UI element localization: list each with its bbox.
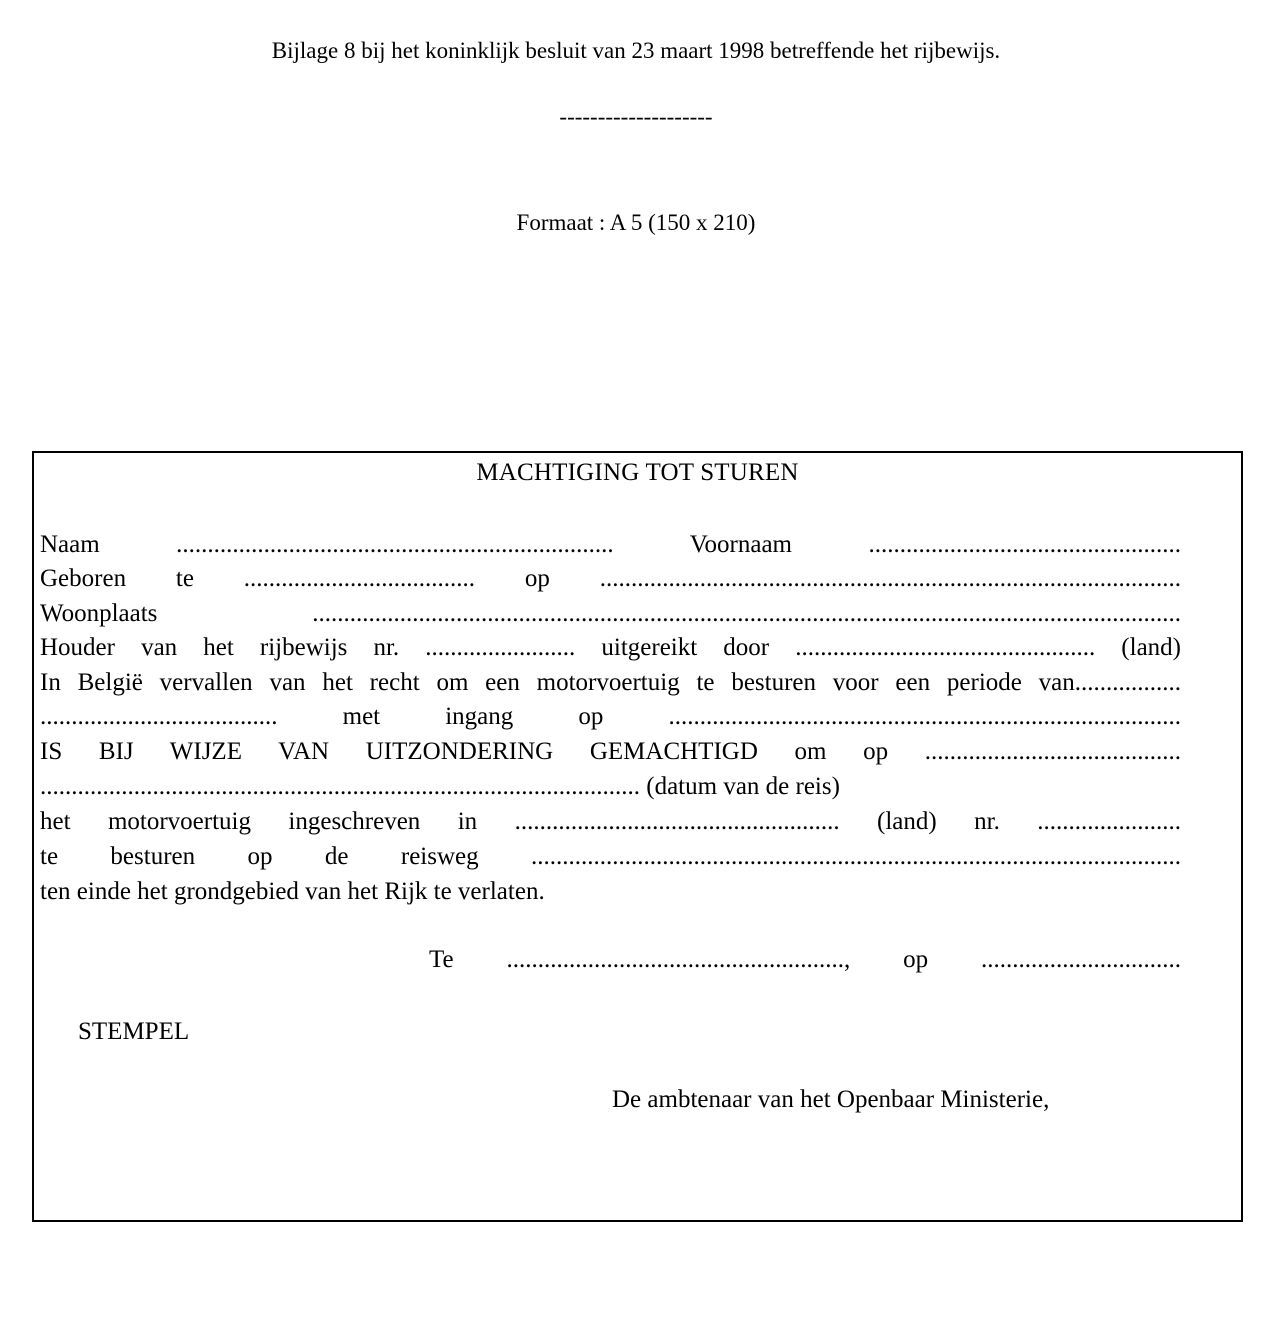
annex-heading: Bijlage 8 bij het koninklijk besluit van 23 maart 1998 betreffende het rijbewijs. xyxy=(271,38,1001,63)
form-line-authorization: IS BIJ WIJZE VAN UITZONDERING GEMACHTIGD om op ......................................... xyxy=(40,738,1181,765)
form-line-purpose: ten einde het grondgebied van het Rijk te verlaten. xyxy=(40,878,545,905)
place-date-line: Te ......................................................, op ................................ xyxy=(429,946,1181,973)
form-line-license: Houder van het rijbewijs nr. ........................ uitgereikt door ................................................ (land) xyxy=(40,634,1181,661)
format-line: Formaat : A 5 (150 x 210) xyxy=(516,210,756,235)
signature-label: De ambtenaar van het Openbaar Ministerie, xyxy=(612,1086,1050,1113)
form-line-effective-date: ...................................... met ingang op .................................................................................. xyxy=(40,703,1181,730)
form-line-name: Naam ...................................................................... Voornaam .................................................. xyxy=(40,531,1181,558)
form-line-revocation: In België vervallen van het recht om een motorvoertuig te besturen voor een periode van................. xyxy=(40,669,1181,696)
form-line-route: te besturen op de reisweg ........................................................................................................ xyxy=(40,843,1181,870)
separator-line: -------------------- xyxy=(559,104,713,129)
form-line-residence: Woonplaats ........................................................................................................................................... xyxy=(40,600,1181,627)
form-line-birth: Geboren te ..................................... op ............................................................................................. xyxy=(40,565,1181,592)
stamp-label: STEMPEL xyxy=(78,1018,190,1045)
authorization-form-box xyxy=(32,451,1243,1222)
form-title: MACHTIGING TOT STUREN xyxy=(476,459,799,486)
form-line-vehicle: het motorvoertuig ingeschreven in .................................................... (land) nr. ....................... xyxy=(40,808,1181,835)
form-line-travel-date: ................................................................................................ (datum van de reis) xyxy=(40,773,840,800)
